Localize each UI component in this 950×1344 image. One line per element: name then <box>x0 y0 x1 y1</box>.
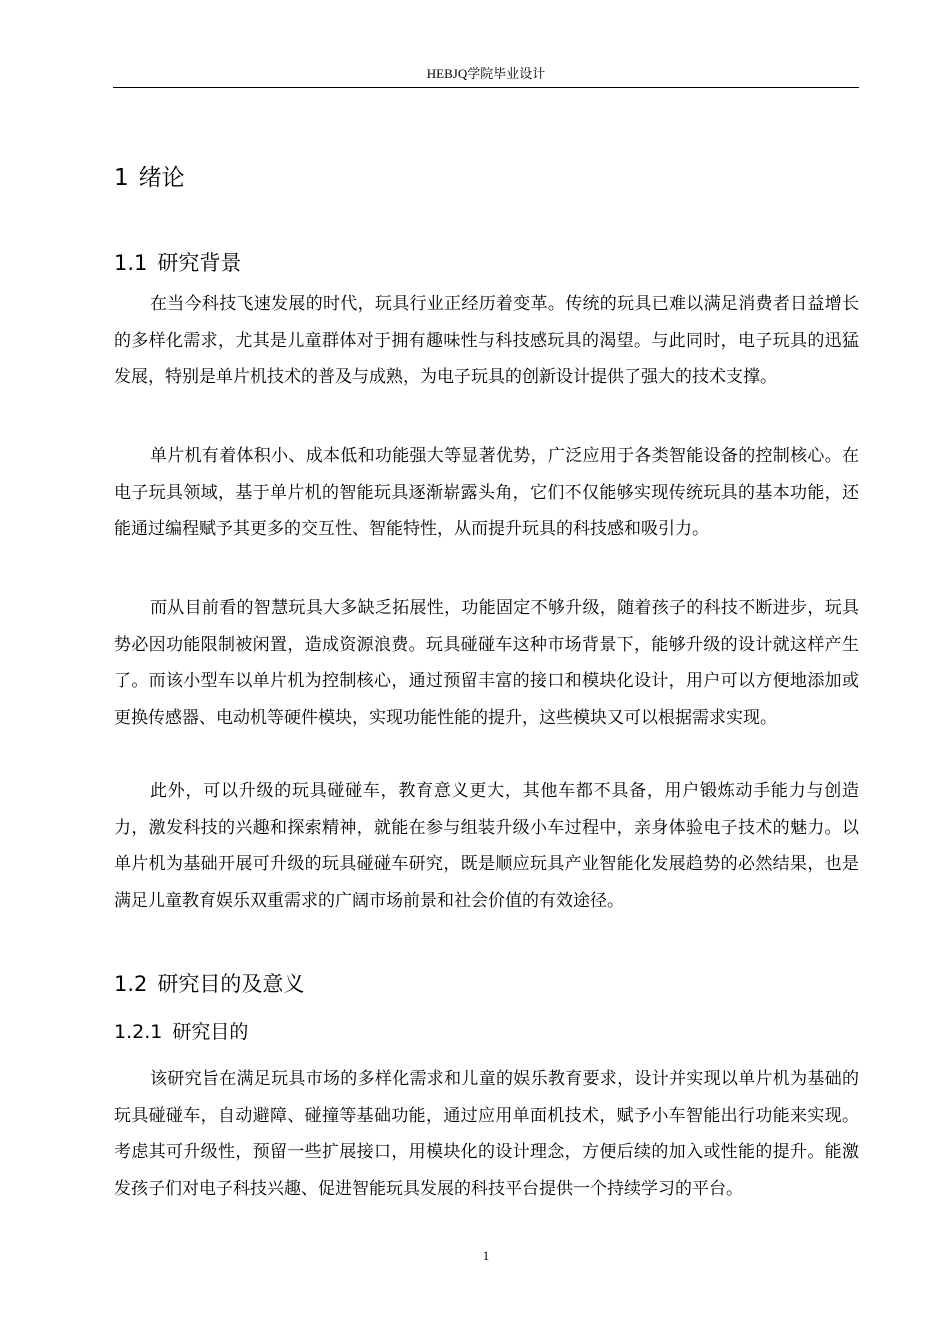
section-heading-1-2 <box>114 970 304 998</box>
body-paragraph: 单片机有着体积小、成本低和功能强大等显著优势，广泛应用于各类智能设备的控制核心。在电子玩具领域，基于单片机的智能玩具逐渐崭露头角，它们不仅能够实现传统玩具的基本功能，还能通过编程赋予其更多的交互性、智能特性，从而提升玩具的科技感和吸引力。 <box>114 446 859 540</box>
body-paragraph: 在当今科技飞速发展的时代，玩具行业正经历着变革。传统的玩具已难以满足消费者日益增长的多样化需求，尤其是儿童群体对于拥有趣味性与科技感玩具的渴望。与此同时，电子玩具的迅猛发展，特别是单片机技术的普及与成熟，为电子玩具的创新设计提供了强大的技术支撑。 <box>114 294 859 388</box>
section-number: 1.2 <box>114 972 148 996</box>
header-divider <box>113 87 859 88</box>
section-title: 研究背景 <box>157 251 242 275</box>
subsection-title: 研究目的 <box>172 1021 249 1043</box>
section-title: 研究目的及意义 <box>157 972 305 996</box>
page-number: 1 <box>482 1248 490 1263</box>
body-paragraph: 此外，可以升级的玩具碰碰车，教育意义更大，其他车都不具备，用户锻炼动手能力与创造力，激发科技的兴趣和探索精神，就能在参与组装升级小车过程中，亲身体验电子技术的魅力。以单片机为基础开展可升级的玩具碰碰车研究，既是顺应玩具产业智能化发展趋势的必然结果，也是满足儿童教育娱乐双重需求的广阔市场前景和社会价值的有效途径。 <box>114 781 859 911</box>
chapter-title: 绪论 <box>138 165 185 191</box>
subsection-heading-1-2-1 <box>114 1019 248 1045</box>
chapter-heading <box>114 163 185 193</box>
section-number: 1.1 <box>114 251 148 275</box>
section-heading-1-1 <box>114 249 241 277</box>
subsection-number: 1.2.1 <box>114 1021 163 1043</box>
running-header: HEBJQ学院毕业设计 <box>426 66 546 81</box>
body-paragraph: 而从目前看的智慧玩具大多缺乏拓展性，功能固定不够升级，随着孩子的科技不断进步，玩具势必因功能限制被闲置，造成资源浪费。玩具碰碰车这种市场背景下，能够升级的设计就这样产生了。而该小型车以单片机为控制核心，通过预留丰富的接口和模块化设计，用户可以方便地添加或更换传感器、电动机等硬件模块，实现功能性能的提升，这些模块又可以根据需求实现。 <box>114 598 859 728</box>
chapter-number: 1 <box>114 165 129 191</box>
body-paragraph: 该研究旨在满足玩具市场的多样化需求和儿童的娱乐教育要求，设计并实现以单片机为基础的玩具碰碰车，自动避障、碰撞等基础功能，通过应用单面机技术，赋予小车智能出行功能来实现。考虑其可升级性，预留一些扩展接口，用模块化的设计理念，方便后续的加入或性能的提升。能激发孩子们对电子科技兴趣、促进智能玩具发展的科技平台提供一个持续学习的平台。 <box>114 1069 859 1199</box>
